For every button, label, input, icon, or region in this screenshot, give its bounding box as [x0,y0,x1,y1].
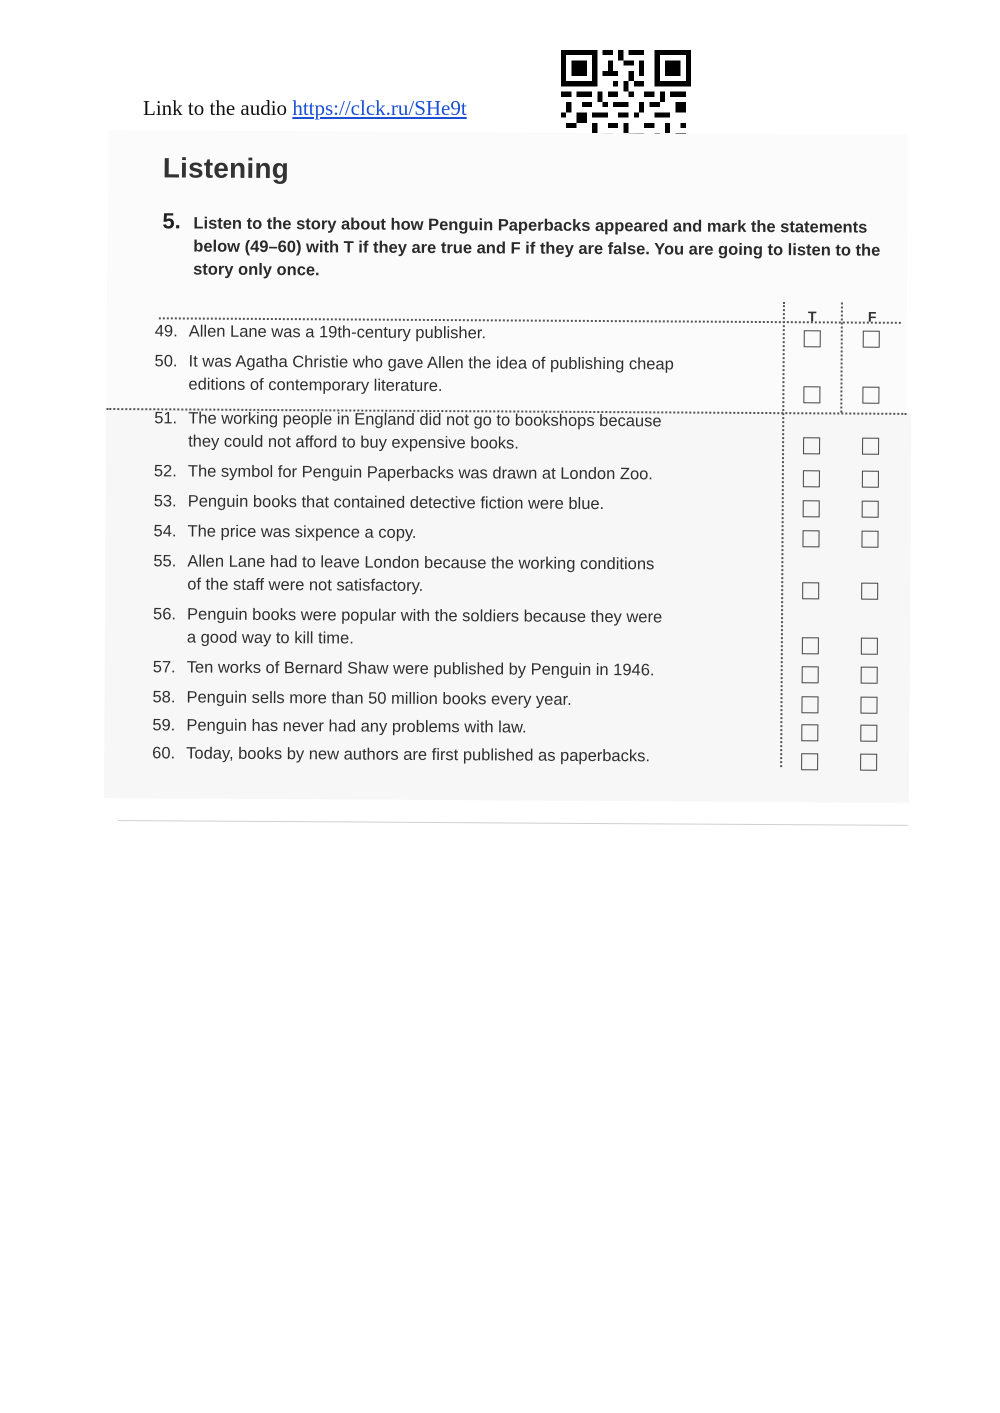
statement-50 [154,350,744,400]
statement-text-line: It was Agatha Christie who gave Allen the idea of publishing cheap [188,352,674,374]
statement-57 [153,656,743,683]
statement-number: 49. [154,322,178,341]
checkbox-true-58[interactable] [801,696,818,713]
checkbox-false-53[interactable] [862,501,879,518]
statement-text-line: Penguin books that contained detective fiction were blue. [187,492,605,514]
statement-59 [152,714,742,741]
statement-text-line: The price was sixpence a copy. [187,522,417,542]
checkbox-true-51[interactable] [803,437,820,454]
section-title: Listening [162,152,290,185]
audio-link-line [143,96,467,121]
statement-number: 55. [153,552,177,571]
statement-text-line: Penguin has never had any problems with law. [186,716,527,737]
statement-number: 57. [152,658,176,677]
column-header-true: T [807,308,817,325]
statement-text-line: a good way to kill time. [186,628,354,648]
checkbox-false-52[interactable] [862,471,879,488]
statement-text-line: editions of contemporary literature. [188,375,443,396]
checkbox-false-60[interactable] [860,754,877,771]
checkbox-true-53[interactable] [803,500,820,517]
checkbox-true-59[interactable] [801,724,818,741]
statement-49 [155,320,745,347]
statement-55 [153,550,743,600]
checkbox-false-58[interactable] [860,697,877,714]
checkbox-false-59[interactable] [860,725,877,742]
statement-text-line: they could not afford to buy expensive books. [188,432,519,453]
checkbox-false-49[interactable] [863,331,880,348]
checkbox-true-60[interactable] [801,753,818,770]
task-number: 5. [162,208,181,234]
statement-number: 53. [153,492,177,511]
statement-number: 60. [152,744,176,763]
audio-link-label: Link to the audio [143,96,288,120]
scan-bottom-edge [118,820,908,826]
checkbox-false-51[interactable] [862,438,879,455]
statement-52 [154,460,744,487]
statement-53 [154,490,744,517]
statement-text-line: Allen Lane was a 19th-century publisher. [188,322,487,343]
checkbox-true-55[interactable] [802,582,819,599]
statement-60 [152,742,742,769]
audio-link[interactable]: https://clck.ru/SHe9t [292,96,467,120]
statement-51 [154,407,744,457]
checkbox-true-49[interactable] [804,330,821,347]
statement-text-line: Today, books by new authors are first published as paperbacks. [186,744,651,766]
worksheet-scan [104,130,913,830]
checkbox-false-57[interactable] [861,667,878,684]
statement-number: 56. [152,605,177,624]
statement-text-line: Penguin books were popular with the soldiers because they were [186,605,663,627]
statement-text-line: Ten works of Bernard Shaw were published by Penguin in 1946. [186,658,655,680]
checkbox-false-50[interactable] [862,387,879,404]
statement-58 [152,686,742,713]
statement-text-line: Penguin sells more than 50 million books every year. [186,688,572,709]
statement-number: 51. [154,409,178,428]
statement-56 [153,603,743,653]
statement-number: 54. [153,522,177,541]
statement-text-line: The working people in England did not go to bookshops because [188,409,662,431]
statement-text-line: The symbol for Penguin Paperbacks was drawn at London Zoo. [187,462,653,484]
column-header-false: F [867,308,877,325]
checkbox-true-56[interactable] [802,637,819,654]
checkbox-true-57[interactable] [802,666,819,683]
statement-number: 50. [154,352,178,371]
checkbox-true-54[interactable] [802,530,819,547]
statement-number: 59. [152,716,176,735]
checkbox-true-50[interactable] [803,386,820,403]
checkbox-false-55[interactable] [861,583,878,600]
statement-54 [153,520,743,547]
statement-text-line: of the staff were not satisfactory. [187,575,424,595]
statement-number: 58. [152,688,176,707]
checkbox-false-56[interactable] [861,638,878,655]
checkbox-true-52[interactable] [803,470,820,487]
task-instructions: Listen to the story about how Penguin Paperbacks appeared and mark the statements below (49–60) with T if they are true and F if they are false. You are going to listen to the story only once. [193,214,881,280]
checkbox-false-54[interactable] [861,531,878,548]
statement-text-line: Allen Lane had to leave London because the working conditions [187,552,655,574]
statement-number: 52. [153,462,177,481]
